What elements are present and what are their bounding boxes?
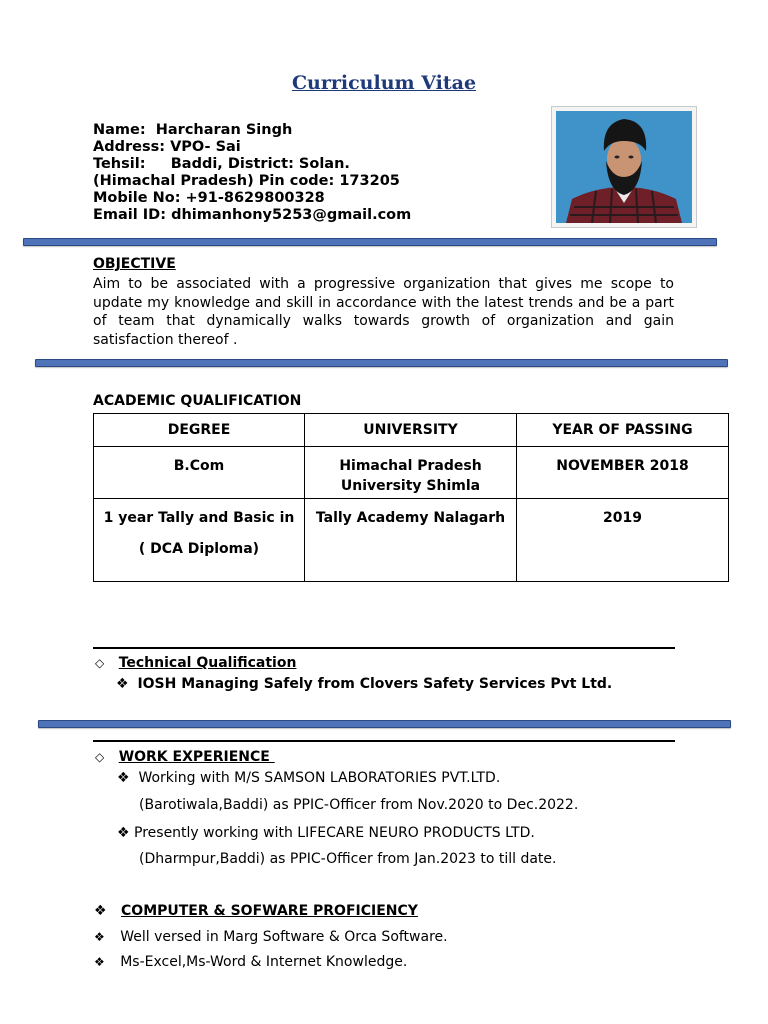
diamond-flower-bullet-icon: ❖ [94,955,105,969]
diamond-flower-bullet-icon: ❖ [117,770,130,786]
diamond-flower-bullet-icon: ❖ [117,825,130,841]
table-row [94,447,729,499]
diamond-bullet-icon: ◇ [95,750,105,764]
objective-heading: OBJECTIVE [93,256,176,272]
objective-text: Aim to be associated with a progressive organization that gives me scope to update my knowledge and skill in accordance with the latest trends and be a part of team that dynamically walks towards growth of organization and gain satisfaction thereof . [93,276,674,348]
technical-heading: Technical Qualification [118,655,297,671]
work-item-2-line1: Presently working with LIFECARE NEURO PRODUCTS LTD. [134,825,535,841]
column-header-degree: DEGREE [94,414,305,447]
section-divider-bar [23,238,717,246]
section-rule [93,647,675,649]
computer-item-1: Well versed in Marg Software & Orca Software. [120,929,448,945]
academic-table [93,413,729,582]
section-rule [93,740,675,742]
list-item [94,954,407,970]
computer-item-2: Ms-Excel,Ms-Word & Internet Knowledge. [120,954,408,970]
cell-year: NOVEMBER 2018 [517,447,729,499]
cell-degree [94,499,305,582]
contact-tehsil: Tehsil: Baddi, District: Solan. [93,156,350,172]
work-item-2 [117,825,535,841]
degree-subtext: ( DCA Diploma) [138,541,260,557]
work-item-1 [117,770,500,786]
computer-heading: COMPUTER & SOFWARE PROFICIENCY [121,903,418,919]
table-row [94,499,729,582]
diamond-flower-bullet-icon: ❖ [94,903,107,919]
cell-university: Tally Academy Nalagarh [305,499,517,582]
work-item-1-line1: Working with M/S SAMSON LABORATORIES PVT.LTD. [134,770,501,786]
degree-text: 1 year Tally and Basic in [103,510,295,526]
technical-item-text: IOSH Managing Safely from Clovers Safety Services Pvt Ltd. [137,676,613,692]
cell-year: 2019 [517,499,729,582]
person-photo-icon [556,111,692,223]
cell-university: Himachal Pradesh University Shimla [305,447,517,499]
contact-email: Email ID: dhimanhony5253@gmail.com [93,207,412,223]
page-title: Curriculum Vitae [291,72,477,94]
diamond-flower-bullet-icon: ❖ [94,930,105,944]
section-divider-bar [35,359,728,367]
column-header-year: YEAR OF PASSING [517,414,729,447]
degree-text: B.Com [173,458,225,474]
technical-heading-row [95,655,296,671]
contact-name: Name: Harcharan Singh [93,122,293,138]
diamond-flower-bullet-icon: ❖ [116,676,129,692]
cell-degree [94,447,305,499]
section-divider-bar [38,720,731,728]
column-header-university: UNIVERSITY [305,414,517,447]
contact-mobile: Mobile No: +91-8629800328 [93,190,325,206]
academic-heading: ACADEMIC QUALIFICATION [93,393,302,409]
contact-state: (Himachal Pradesh) Pin code: 173205 [93,173,400,189]
diamond-bullet-icon: ◇ [95,656,105,670]
list-item [94,929,448,945]
work-heading: WORK EXPERIENCE [118,749,275,765]
computer-heading-row [94,903,418,919]
contact-address: Address: VPO- Sai [93,139,241,155]
table-header-row [94,414,729,447]
technical-item [116,676,612,692]
work-item-2-line2: (Dharmpur,Baddi) as PPIC-Officer from Jan.2023 to till date. [139,851,557,867]
work-heading-row [95,749,275,765]
profile-photo [551,106,697,228]
contact-info [93,122,411,224]
work-item-1-line2: (Barotiwala,Baddi) as PPIC-Officer from Nov.2020 to Dec.2022. [139,797,579,813]
